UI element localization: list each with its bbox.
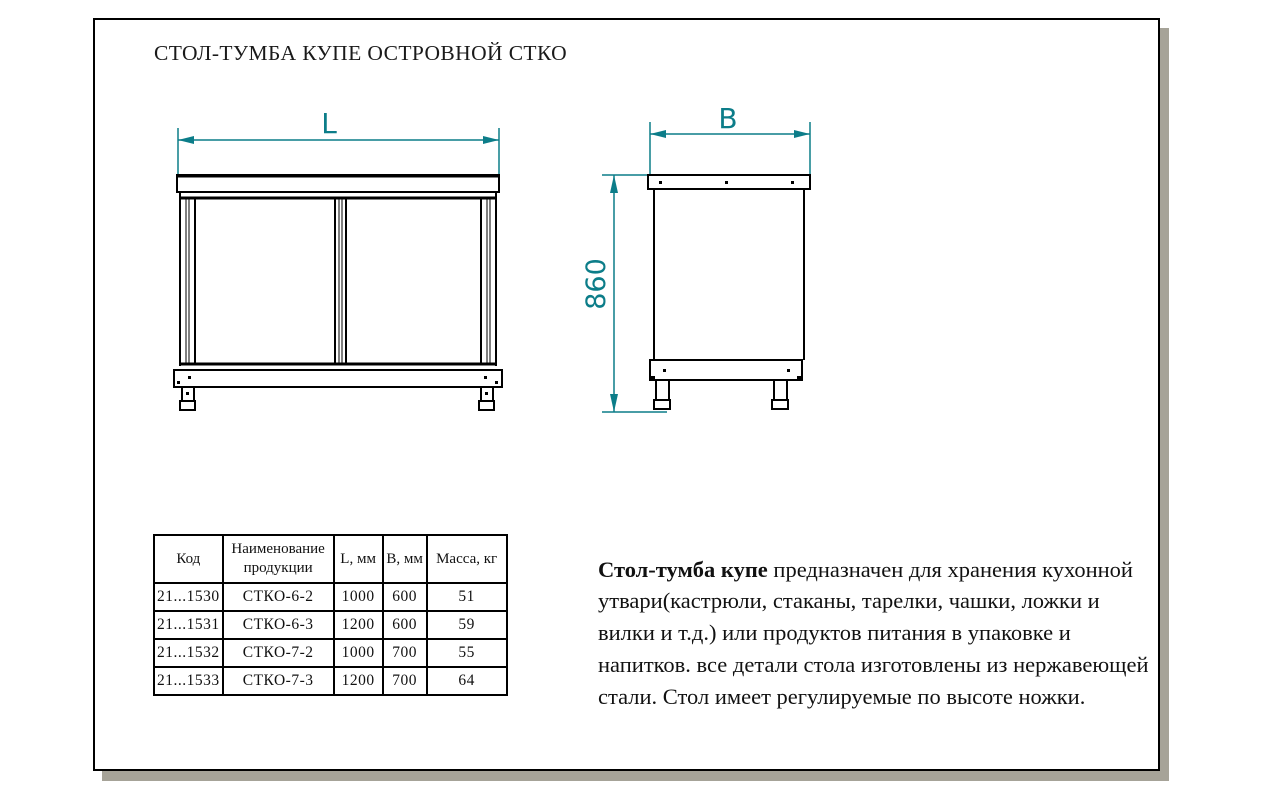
arrow-right-icon — [794, 130, 810, 138]
table-cell: 21...1530 — [154, 583, 223, 611]
product-description — [598, 554, 1151, 714]
table-row — [154, 639, 507, 667]
dimension-L — [178, 107, 499, 177]
table-cell: 600 — [383, 583, 427, 611]
table-cell: 1000 — [334, 583, 383, 611]
side-view-drawing — [581, 102, 810, 412]
table-header-row — [154, 535, 507, 583]
table-cell: СТКО-7-3 — [223, 667, 334, 695]
header-width: B, мм — [383, 535, 427, 583]
table-cell: СТКО-6-2 — [223, 583, 334, 611]
table-cell: СТКО-7-2 — [223, 639, 334, 667]
arrow-left-icon — [178, 136, 194, 144]
side-tabletop — [648, 175, 810, 189]
dimension-860-label: 860 — [581, 258, 612, 310]
table-cell: 700 — [383, 667, 427, 695]
arrow-left-icon — [650, 130, 666, 138]
table-cell: 600 — [383, 611, 427, 639]
front-bottom-rail — [174, 370, 502, 387]
header-code: Код — [154, 535, 223, 583]
table-row — [154, 667, 507, 695]
table-cell: СТКО-6-3 — [223, 611, 334, 639]
side-right-leg — [774, 380, 787, 400]
arrow-right-icon — [483, 136, 499, 144]
table-cell: 1200 — [334, 667, 383, 695]
dimension-L-label: L — [321, 107, 337, 140]
side-bottom-rail — [650, 360, 802, 380]
page-title: СТОЛ-ТУМБА КУПЕ ОСТРОВНОЙ СТКО — [154, 41, 568, 65]
description-lead: Стол-тумба купе — [598, 556, 768, 582]
dimension-B-label: B — [718, 102, 738, 135]
table-cell: 51 — [427, 583, 507, 611]
document-page — [93, 18, 1160, 771]
side-left-leg — [656, 380, 669, 400]
dimension-B — [650, 102, 810, 175]
table-cell: 59 — [427, 611, 507, 639]
table-cell: 21...1532 — [154, 639, 223, 667]
table-cell: 1200 — [334, 611, 383, 639]
table-cell: 700 — [383, 639, 427, 667]
front-tabletop — [177, 175, 499, 192]
header-mass: Масса, кг — [427, 535, 507, 583]
header-name: Наименование продукции — [223, 535, 334, 583]
table-cell: 1000 — [334, 639, 383, 667]
table-cell: 21...1533 — [154, 667, 223, 695]
description-body: предназначен для хранения кухонной утвари(кастрюли, стаканы, тарелки, чашки, ложки и вилки и т.д.) или продуктов питания в упаковке и напитков. все детали стола изготовлены из нержавеющей стали. Стол имеет регулируемые по высоте ножки. — [598, 556, 1149, 710]
arrow-down-icon — [610, 394, 618, 412]
spec-table-body — [154, 583, 507, 695]
front-view-drawing — [174, 107, 502, 410]
spec-table — [153, 534, 508, 696]
table-cell: 55 — [427, 639, 507, 667]
header-length: L, мм — [334, 535, 383, 583]
arrow-up-icon — [610, 175, 618, 193]
table-row — [154, 611, 507, 639]
table-row — [154, 583, 507, 611]
table-cell: 21...1531 — [154, 611, 223, 639]
table-cell: 64 — [427, 667, 507, 695]
